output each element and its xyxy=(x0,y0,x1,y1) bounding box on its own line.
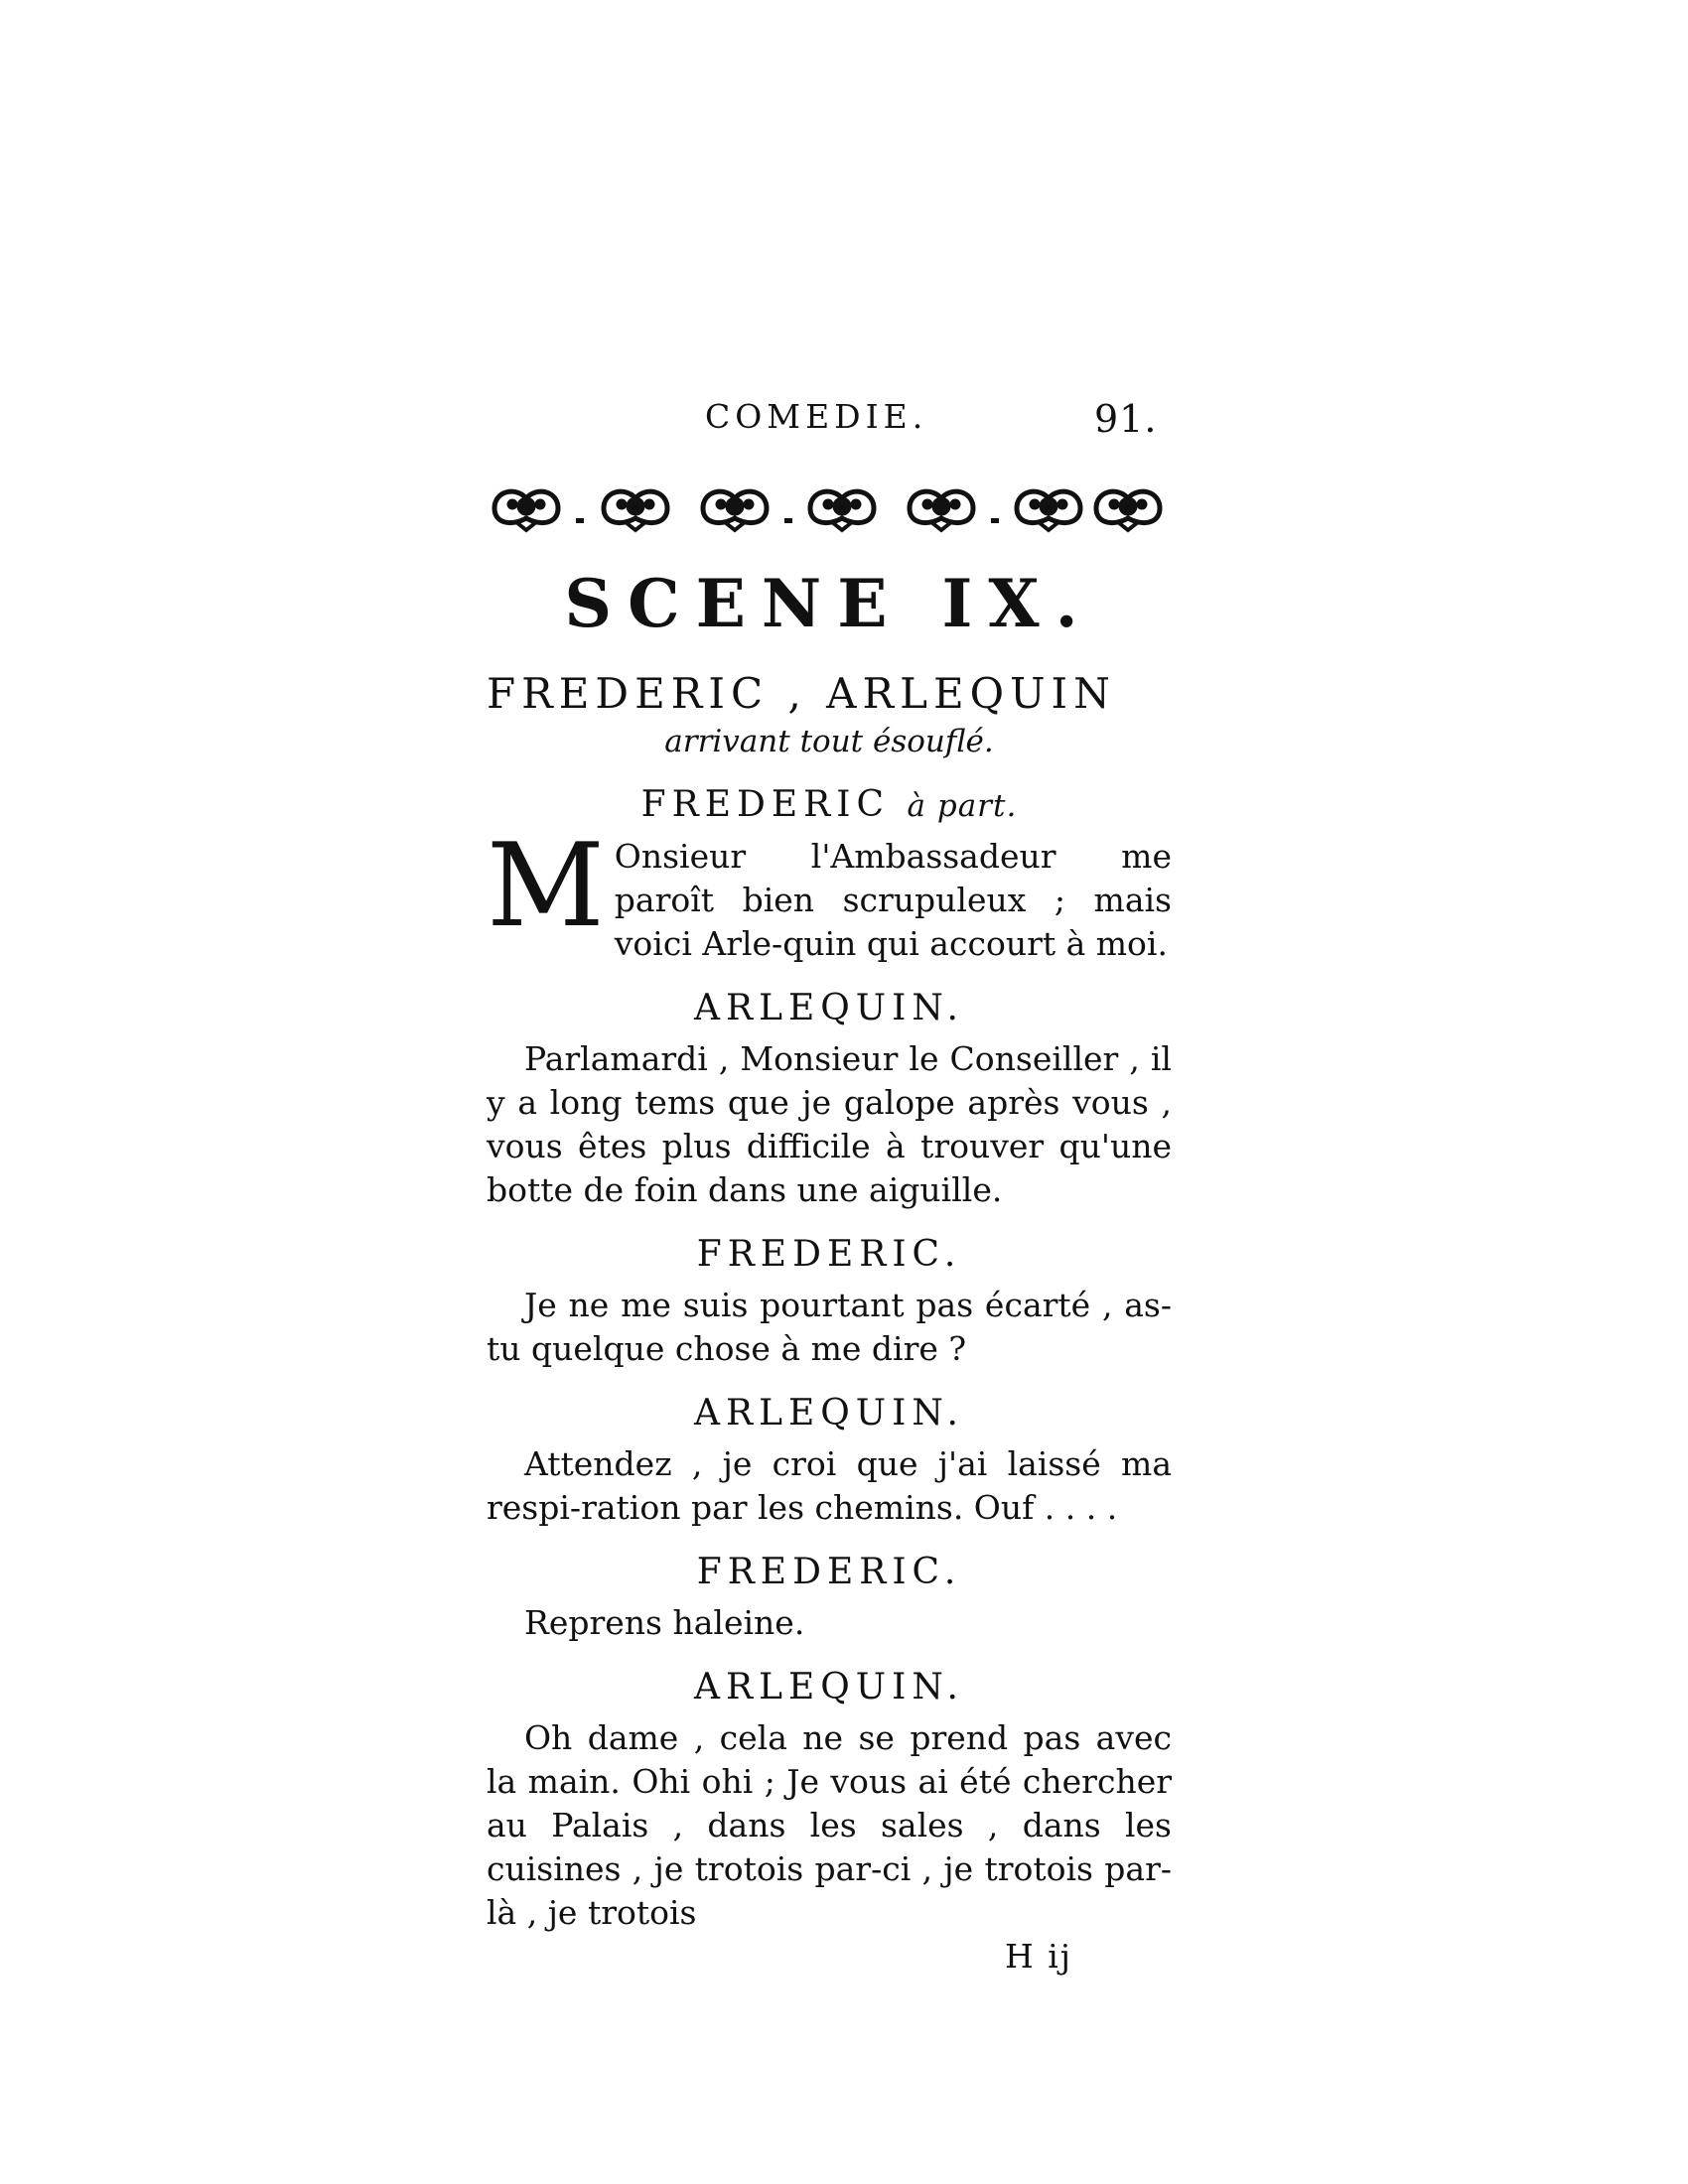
signature-mark: H ij xyxy=(1004,1937,1072,1976)
ornament-motif xyxy=(604,491,667,530)
speech-paragraph xyxy=(487,819,1172,966)
speaker-heading: FREDERIC. xyxy=(696,1552,962,1592)
speech-paragraph: Oh dame , cela ne se prend pas avec la main. Ohi ohi ; Je vous ai été chercher au Palais , dans les sales , dans les cuisines , je trotois par-ci , je trotois par-là , je trotois xyxy=(487,1718,1172,1932)
book-page xyxy=(487,397,1172,1976)
ornament-motif xyxy=(703,491,767,530)
speech-paragraph: Attendez , je croi que j'ai laissé ma respi-ration par les chemins. Ouf . . . . xyxy=(487,1444,1172,1527)
page-number: 91. xyxy=(1094,397,1158,441)
scene-characters: FREDERIC , ARLEQUIN xyxy=(487,669,1116,718)
speaker-heading: ARLEQUIN. xyxy=(693,1393,964,1433)
speaker-heading: ARLEQUIN. xyxy=(693,988,964,1028)
speech-text: Onsieur l'Ambassadeur me paroît bien scrupuleux ; mais voici Arle-quin qui accourt à moi. xyxy=(614,837,1172,963)
speaker-heading: FREDERIC. xyxy=(696,1234,962,1275)
ornament-band xyxy=(487,475,1172,536)
stage-direction: arrivant tout ésouflé. xyxy=(664,724,994,759)
speech-paragraph: Reprens haleine. xyxy=(524,1603,805,1642)
running-title: COMEDIE. xyxy=(705,397,928,436)
speaker-heading: ARLEQUIN. xyxy=(693,1667,964,1707)
ornament-motif xyxy=(910,491,973,530)
speech-paragraph: Je ne me suis pourtant pas écarté , as-tu quelque chose à me dire ? xyxy=(487,1286,1172,1368)
ornament-motif xyxy=(494,491,558,530)
speech-paragraph: Parlamardi , Monsieur le Conseiller , il y a long tems que je galope après vous , vous êtes plus difficile à trouver qu'une botte de foin dans une aiguille. xyxy=(487,1039,1172,1209)
scene-title: SCENE IX. xyxy=(564,565,1094,642)
speaker-aside: à part. xyxy=(907,788,1018,824)
ornament-motif xyxy=(1096,491,1160,530)
ornament-motif xyxy=(1017,491,1080,530)
drop-cap: M xyxy=(487,819,605,953)
speaker-name: FREDERIC xyxy=(640,784,891,825)
ornament-motif xyxy=(810,491,874,530)
running-head xyxy=(487,397,1172,449)
